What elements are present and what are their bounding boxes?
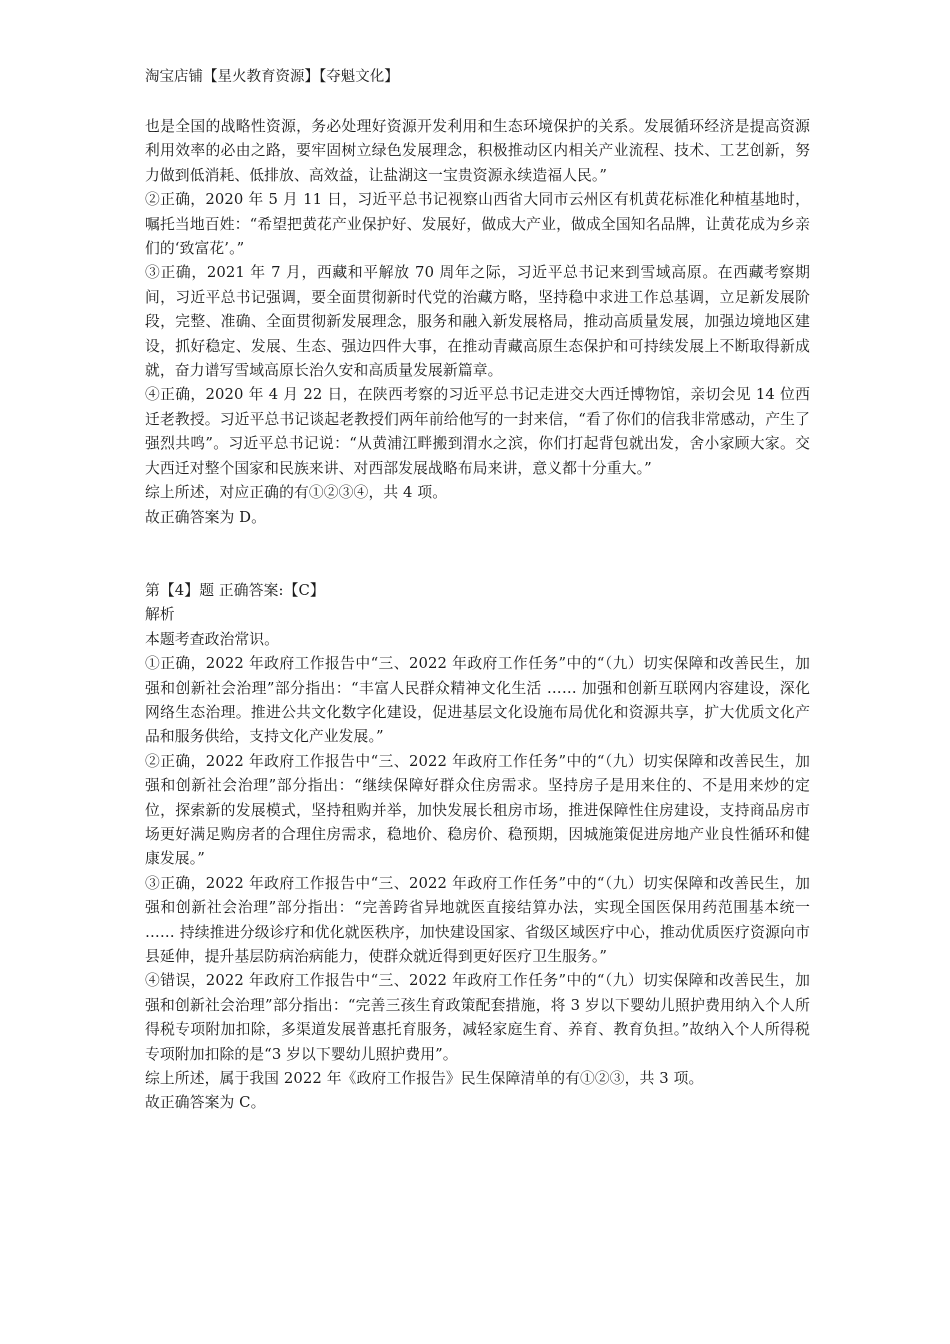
- q4-answer: 故正确答案为 C。: [145, 1094, 266, 1112]
- prev-answer: 故正确答案为 D。: [145, 508, 267, 526]
- section-gap: [145, 530, 810, 579]
- prev-paragraph-1: 也是全国的战略性资源，务必处理好资源开发利用和生态环境保护的关系。发展循环经济是提高资源利用效率的必由之路，要牢固树立绿色发展理念，积极推动区内相关产业流程、技术、工艺创新，努力做到低消耗、低排放、高效益，让盐湖这一宝贵资源永续造福人民。”: [145, 118, 810, 184]
- document-body: [145, 115, 810, 1116]
- q4-paragraph-3: ③正确，2022 年政府工作报告中“三、2022 年政府工作任务”中的“（九）切实保障和改善民生，加强和创新社会治理”部分指出：“完善跨省异地就医直接结算办法，实现全国医保用药范围基本统一 …… 持续推进分级诊疗和优化就医秩序，加快建设国家、省级区域医疗中心，推动优质医疗资源向市县延伸，提升基层防病治病能力，使群众就近得到更好医疗卫生服务。”: [145, 874, 810, 965]
- question-heading: 第【4】题 正确答案:【C】: [145, 581, 325, 599]
- q4-intro: 本题考查政治常识。: [145, 630, 280, 648]
- q4-paragraph-1: ①正确，2022 年政府工作报告中“三、2022 年政府工作任务”中的“（九）切实保障和改善民生，加强和创新社会治理”部分指出：“丰富人民群众精神文化生活 …… 加强和创新互联网内容建设，深化网络生态治理。推进公共文化数字化建设，促进基层文化设施布局优化和资源共享，扩大优质文化产品和服务供给，支持文化产业发展。”: [145, 655, 810, 746]
- q4-paragraph-2: ②正确，2022 年政府工作报告中“三、2022 年政府工作任务”中的“（九）切实保障和改善民生，加强和创新社会治理”部分指出：“继续保障好群众住房需求。坚持房子是用来住的、不是用来炒的定位，探索新的发展模式，坚持租购并举，加快发展长租房市场，推进保障性住房建设，支持商品房市场更好满足购房者的合理住房需求，稳地价、稳房价、稳预期，因城施策促进房地产业良性循环和健康发展。”: [145, 752, 810, 868]
- prev-paragraph-3: ③正确，2021 年 7 月，西藏和平解放 70 周年之际，习近平总书记来到雪域高原。在西藏考察期间，习近平总书记强调，要全面贯彻新时代党的治藏方略，坚持稳中求进工作总基调，立足新发展阶段，完整、准确、全面贯彻新发展理念，服务和融入新发展格局，推动高质量发展，加强边境地区建设，抓好稳定、发展、生态、强边四件大事，在推动青藏高原生态保护和可持续发展上不断取得新成就，奋力谱写雪域高原长治久安和高质量发展新篇章。: [145, 264, 810, 380]
- prev-paragraph-4: ④正确，2020 年 4 月 22 日，在陕西考察的习近平总书记走进交大西迁博物馆，亲切会见 14 位西迁老教授。习近平总书记谈起老教授们两年前给他写的一封来信，“看了你们的信我非常感动，产生了强烈共鸣”。习近平总书记说：“从黄浦江畔搬到渭水之滨，你们打起背包就出发，舍小家顾大家。交大西迁对整个国家和民族来讲、对西部发展战略布局来讲，意义都十分重大。”: [145, 386, 810, 477]
- watermark-header: 淘宝店铺【星火教育资源】【夺魁文化】: [145, 69, 399, 85]
- analysis-label: 解析: [145, 606, 175, 624]
- q4-summary: 综上所述，属于我国 2022 年《政府工作报告》民生保障清单的有①②③，共 3 项。: [145, 1070, 704, 1088]
- q4-paragraph-4: ④错误，2022 年政府工作报告中“三、2022 年政府工作任务”中的“（九）切实保障和改善民生，加强和创新社会治理”部分指出：“完善三孩生育政策配套措施，将 3 岁以下婴幼儿照护费用纳入个人所得税专项附加扣除，多渠道发展普惠托育服务，减轻家庭生育、养育、教育负担。”故纳入个人所得税专项附加扣除的是“3 岁以下婴幼儿照护费用”。: [145, 972, 810, 1063]
- prev-summary: 综上所述，对应正确的有①②③④，共 4 项。: [145, 484, 448, 502]
- prev-paragraph-2: ②正确，2020 年 5 月 11 日，习近平总书记视察山西省大同市云州区有机黄花标准化种植基地时，嘱托当地百姓：“希望把黄花产业保护好、发展好，做成大产业，做成全国知名品牌，让黄花成为乡亲们的‘致富花’。”: [145, 191, 810, 258]
